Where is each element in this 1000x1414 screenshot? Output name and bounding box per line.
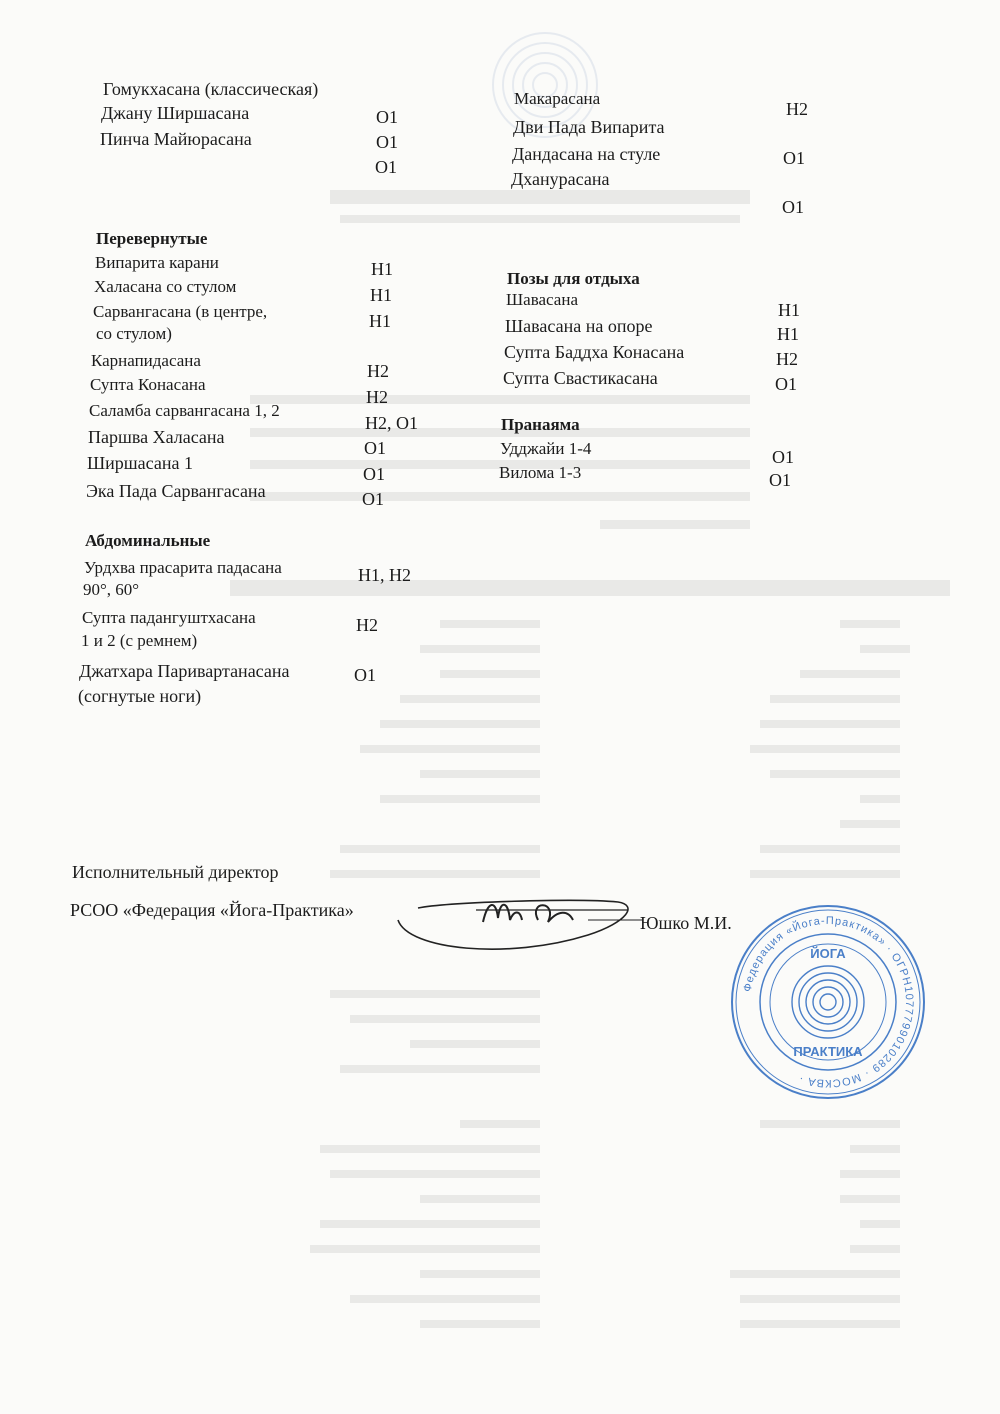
organization-stamp [728, 902, 928, 1102]
abdominal-item-2: Супта падангуштхасана [82, 608, 256, 627]
section-heading-inverted: Перевернутые [96, 229, 208, 248]
left-top-item-2: Пинча Майюрасана [100, 129, 252, 149]
left-top-item-0: Гомукхасана (классическая) [103, 79, 319, 99]
inverted-item-9: Эка Пада Сарвангасана [86, 481, 266, 501]
inverted-code-7: О1 [364, 438, 386, 458]
section-heading-rest: Позы для отдыха [507, 269, 640, 288]
inverted-code-6: Н2, О1 [365, 413, 418, 433]
inverted-item-4: Карнапидасана [91, 351, 201, 370]
left-top-code-3: О1 [375, 157, 397, 177]
right-top-item-3: Дханурасана [511, 169, 610, 189]
inverted-code-0: Н1 [371, 259, 393, 279]
svg-text:Федерация «Йога-Практика» · ОГ: Федерация «Йога-Практика» · ОГРН1077799010289 · МОСКВА · [741, 914, 916, 1090]
abdominal-item-5: (согнутые ноги) [78, 686, 202, 706]
abdominal-item-0: Урдхва прасарита падасана [84, 558, 282, 577]
rest-item-0: Шавасана [506, 290, 578, 309]
inverted-item-0: Випарита карани [95, 253, 219, 272]
right-top-item-2: Дандасана на стуле [512, 144, 661, 164]
inverted-code-4: Н2 [367, 361, 389, 381]
inverted-code-1: Н1 [370, 285, 392, 305]
rest-item-1: Шавасана на опоре [505, 316, 653, 336]
inverted-item-8: Ширшасана 1 [87, 453, 193, 473]
rest-item-3: Супта Свастикасана [503, 368, 658, 388]
inverted-code-5: Н2 [366, 387, 388, 407]
left-top-code-2: О1 [376, 132, 398, 152]
handwritten-signature [388, 880, 648, 960]
right-top-item-1: Дви Пада Випарита [513, 117, 665, 137]
inverted-code-8: О1 [363, 464, 385, 484]
signatory-position: Исполнительный директор [72, 862, 279, 882]
abdominal-code-0: Н1, Н2 [358, 565, 411, 585]
rest-code-1: Н1 [777, 324, 799, 344]
svg-text:ПРАКТИКА: ПРАКТИКА [793, 1044, 863, 1059]
left-top-item-1: Джану Ширшасана [101, 103, 250, 123]
section-heading-pranayama: Пранаяма [501, 415, 580, 434]
inverted-item-1: Халасана со стулом [94, 277, 237, 296]
rest-code-0: Н1 [778, 300, 800, 320]
abdominal-item-3: 1 и 2 (с ремнем) [81, 631, 198, 650]
rest-code-2: Н2 [776, 349, 798, 369]
svg-text:ЙОГА: ЙОГА [810, 946, 846, 961]
inverted-item-3: со стулом) [96, 324, 172, 343]
rest-code-3: О1 [775, 374, 797, 394]
pranayama-code-1: О1 [769, 470, 791, 490]
inverted-code-2: Н1 [369, 311, 391, 331]
signatory-name: Юшко М.И. [640, 913, 732, 933]
abdominal-item-1: 90°, 60° [83, 580, 140, 599]
right-top-code-2: О1 [783, 148, 805, 168]
right-top-code-4: О1 [782, 197, 804, 217]
inverted-item-2: Сарвангасана (в центре, [93, 302, 268, 321]
pranayama-item-0: Удджайи 1-4 [500, 439, 592, 458]
section-heading-abdominal: Абдоминальные [85, 531, 211, 550]
abdominal-code-2: Н2 [356, 615, 378, 635]
right-top-item-0: Макарасана [514, 89, 601, 108]
left-top-code-1: О1 [376, 107, 398, 127]
rest-item-2: Супта Баддха Конасана [504, 342, 685, 362]
inverted-code-9: О1 [362, 489, 384, 509]
pranayama-item-1: Вилома 1-3 [499, 463, 582, 482]
inverted-item-5: Супта Конасана [90, 375, 206, 394]
signatory-organization: РСОО «Федерация «Йога-Практика» [70, 900, 354, 920]
abdominal-item-4: Джатхара Паривартанасана [79, 661, 290, 681]
inverted-item-7: Паршва Халасана [88, 427, 225, 447]
abdominal-code-4: О1 [354, 665, 376, 685]
right-top-code-0: Н2 [786, 99, 808, 119]
inverted-item-6: Саламба сарвангасана 1, 2 [89, 401, 280, 420]
pranayama-code-0: О1 [772, 447, 794, 467]
